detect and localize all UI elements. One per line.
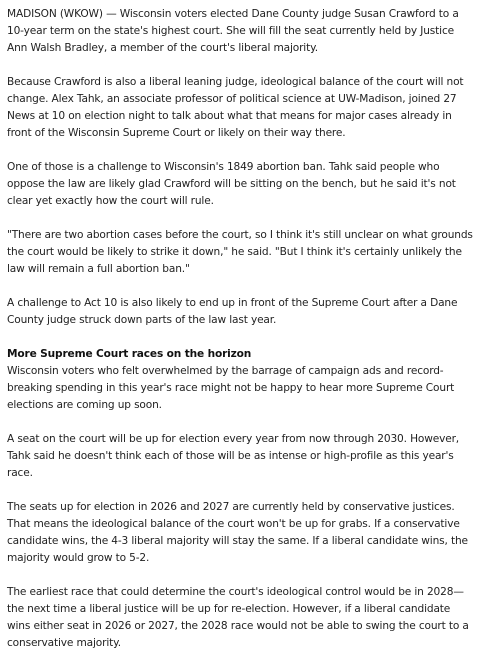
article-paragraph-2: Because Crawford is also a liberal leaning judge, ideological balance of the court will not change. Alex Tahk, an associate professor of political science at UW-Madison, joined 27 News at 10 on election night to talk about what that means for major cases already in front of the Wisconsin Supreme Court or likely on their way there. — [7, 76, 464, 139]
article-paragraph-5: A challenge to Act 10 is also likely to end up in front of the Supreme Court after a Dane County judge struck down parts of the law last year. — [7, 297, 458, 326]
article-subheading: More Supreme Court races on the horizon — [7, 348, 252, 360]
article-paragraph-1: MADISON (WKOW) — Wisconsin voters elected Dane County judge Susan Crawford to a 10-year term on the state's highest court. She will fill the seat currently held by Justice Ann Walsh Bradley, a member of the court's liberal majority. — [7, 8, 459, 54]
article-paragraph-8: The seats up for election in 2026 and 2027 are currently held by conservative justices. That means the ideological balance of the court won't be up for grabs. If a conservative candidate wins, the 4-3 liberal majority will stay the same. If a liberal candidate wins, the majority would grow to 5-2. — [7, 501, 468, 564]
article-paragraph-7: A seat on the court will be up for election every year from now through 2030. However, Tahk said he doesn't think each of those will be as intense or high-profile as this year's race. — [7, 433, 460, 479]
article-paragraph-6: Wisconsin voters who felt overwhelmed by the barrage of campaign ads and record-breaking spending in this year's race might not be happy to hear more Supreme Court elections are coming up soon. — [7, 365, 455, 411]
article-paragraph-quote: "There are two abortion cases before the court, so I think it's still unclear on what grounds the court would be likely to strike it down," he said. "But I think it's certainly unlikely the law will remain a full abortion ban." — [7, 229, 473, 275]
article-paragraph-9: The earliest race that could determine the court's ideological control would be in 2028—the next time a liberal justice will be up for re-election. However, if a liberal candidate wins either seat in 2026 or 2027, the 2028 race would not be able to swing the court to a conservative majority. — [7, 586, 469, 649]
article-paragraph-3: One of those is a challenge to Wisconsin's 1849 abortion ban. Tahk said people who oppose the law are likely glad Crawford will be sitting on the bench, but he said it's not clear yet exactly how the court will rule. — [7, 161, 456, 207]
